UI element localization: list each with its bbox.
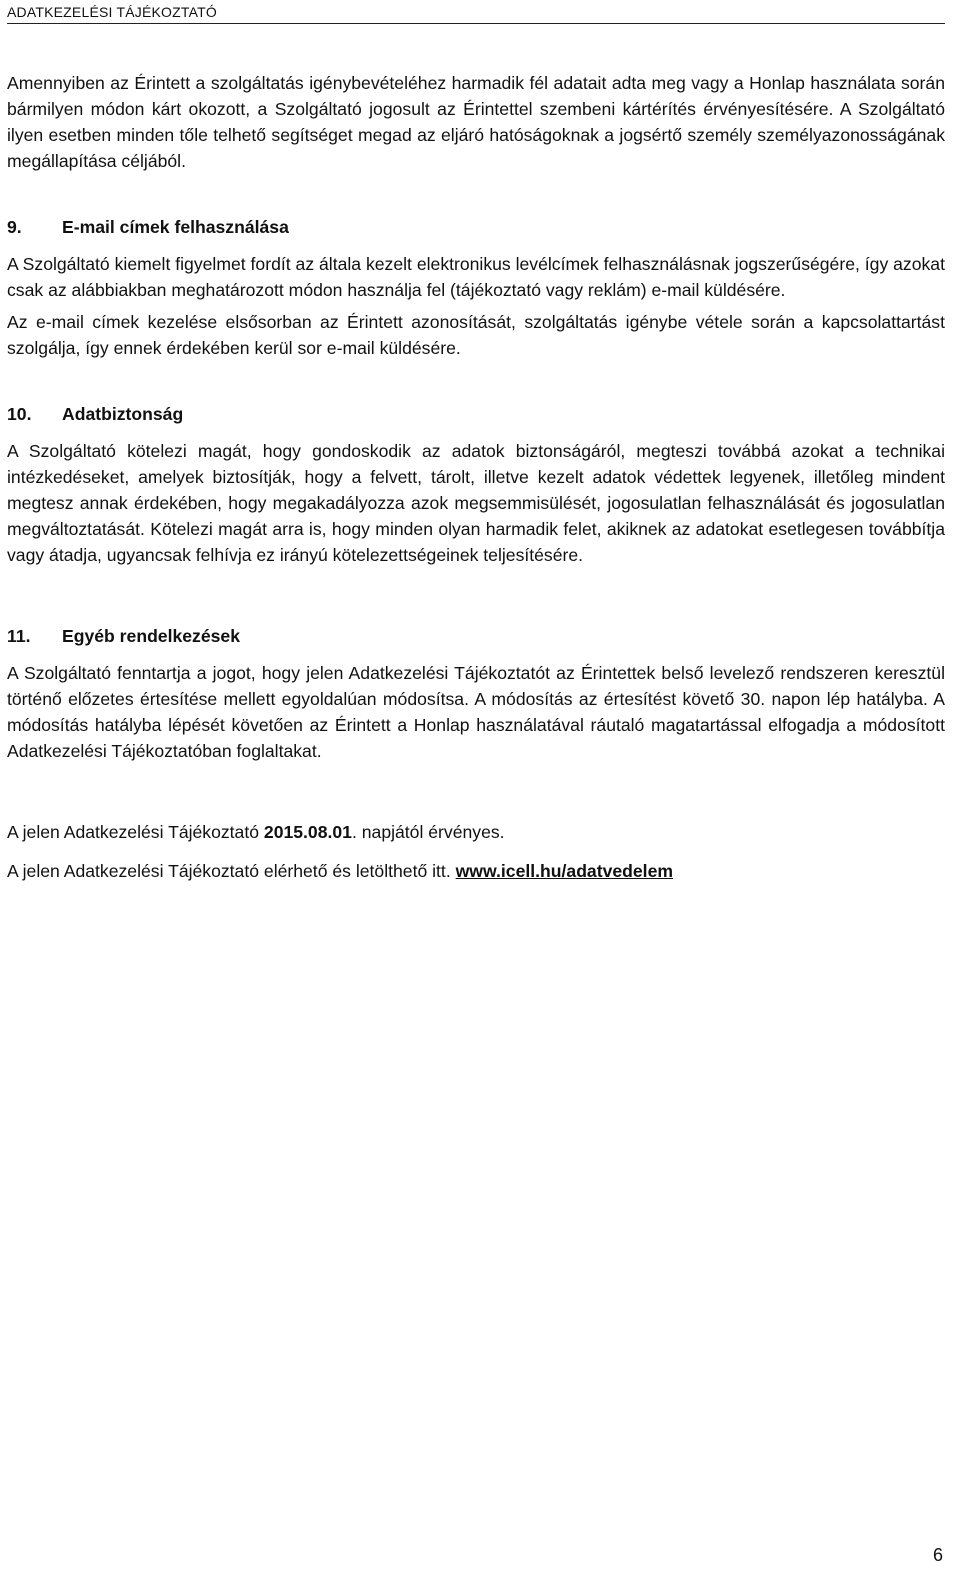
section-9-paragraph-2: Az e-mail címek kezelése elsősorban az Érintett azonosítását, szolgáltatás igénybe vétele során a kapcsolattartást szolgálja, így ennek érdekében kerül sor e-mail küldésére. <box>7 312 945 358</box>
section-title: E-mail címek felhasználása <box>62 217 289 237</box>
section-9-paragraph-1: A Szolgáltató kiemelt figyelmet fordít az általa kezelt elektronikus levélcímek felhasználásnak jogszerűségére, így azokat csak az alábbiakban meghatározott módon használja fel (tájékoztató vagy reklám) e-mail küldésére. <box>7 254 945 300</box>
validity-prefix: A jelen Adatkezelési Tájékoztató <box>7 822 264 842</box>
validity-statement <box>7 819 945 845</box>
section-number: 11. <box>7 626 31 646</box>
validity-suffix: . napjától érvényes. <box>351 822 505 842</box>
section-heading-9 <box>7 214 945 240</box>
intro-paragraph: Amennyiben az Érintett a szolgáltatás igénybevételéhez harmadik fél adatait adta meg vagy a Honlap használata során bármilyen módon kárt okozott, a Szolgáltató jogosult az Érintettel szembeni kártérítés érvényesítésére. A Szolgáltató ilyen esetben minden tőle telhető segítséget megad az eljáró hatóságoknak a jogsértő személy személyazonosságának megállapítása céljából. <box>7 73 945 171</box>
section-title: Adatbiztonság <box>62 404 184 424</box>
availability-prefix: A jelen Adatkezelési Tájékoztató elérhető és letölthető itt. <box>7 861 456 881</box>
privacy-policy-link[interactable]: www.icell.hu/adatvedelem <box>455 861 673 881</box>
section-number: 9. <box>7 217 22 237</box>
validity-date: 2015.08.01 <box>263 822 352 842</box>
section-heading-10 <box>7 401 945 427</box>
availability-statement <box>7 858 945 884</box>
section-heading-11 <box>7 623 945 649</box>
section-11-paragraph-1: A Szolgáltató fenntartja a jogot, hogy jelen Adatkezelési Tájékoztatót az Érintettek belső levelező rendszeren keresztül történő előzetes értesítése mellett egyoldalúan módosítsa. A módosítás az értesítést követő 30. napon lép hatályba. A módosítás hatályba lépését követően az Érintett a Honlap használatával ráutaló magatartással elfogadja a módosított Adatkezelési Tájékoztatóban foglaltakat. <box>7 663 945 761</box>
section-10-paragraph-1: A Szolgáltató kötelezi magát, hogy gondoskodik az adatok biztonságáról, megteszi továbbá azokat a technikai intézkedéseket, amelyek biztosítják, hogy a felvett, tárolt, illetve kezelt adatok védettek legyenek, illetőleg mindent megtesz annak érdekében, hogy megakadályozza azok megsemmisülését, jogosulatlan felhasználását és jogosulatlan megváltoztatását. Kötelezi magát arra is, hogy minden olyan harmadik felet, akiknek az adatokat esetlegesen továbbítja vagy átadja, ugyancsak felhívja ez irányú kötelezettségeinek teljesítésére. <box>7 441 945 565</box>
document-title: ADATKEZELÉSI TÁJÉKOZTATÓ <box>7 4 217 20</box>
page-number: 6 <box>932 1545 943 1565</box>
document-body <box>7 70 945 884</box>
section-number: 10. <box>7 404 32 424</box>
page-header <box>7 2 945 24</box>
section-title: Egyéb rendelkezések <box>62 626 240 646</box>
